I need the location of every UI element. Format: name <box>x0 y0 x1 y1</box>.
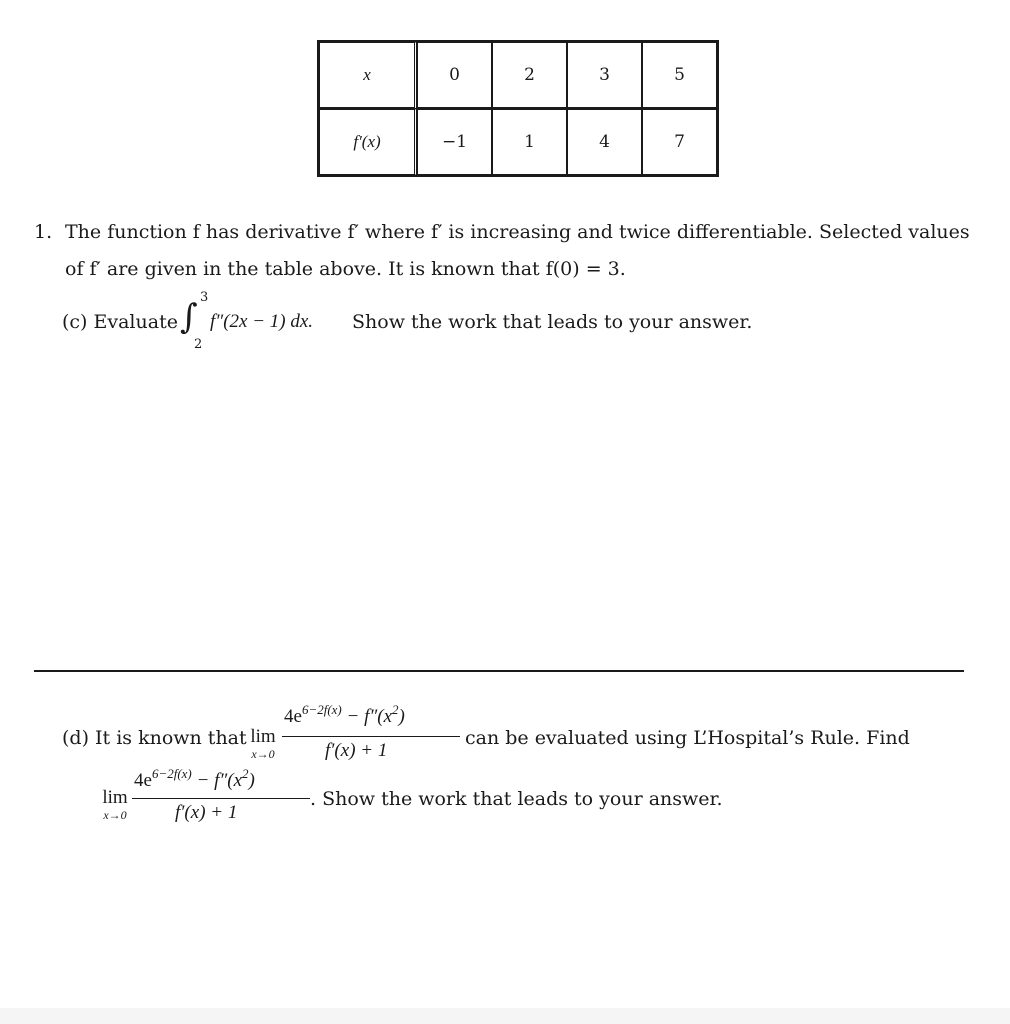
limit-2 <box>98 788 132 823</box>
integral-lower-limit: 2 <box>194 337 203 352</box>
fraction-1-numerator: $4e^{6-2f(x)} - f''(x^2)$ <box>284 702 405 727</box>
table-cell-f2: 4 <box>567 109 642 175</box>
limit-2-sub: x→0 <box>103 808 127 822</box>
fraction-2-numerator: $4e^{6-2f(x)} - f''(x^2)$ <box>134 766 255 791</box>
fraction-2-bar <box>132 798 310 799</box>
table-cell-f1: 1 <box>492 109 567 175</box>
problem-number: 1. <box>34 221 53 243</box>
fraction-1-bar <box>282 736 460 737</box>
problem-line-2: of f′ are given in the table above. It is known that f(0) = 3. <box>65 258 626 280</box>
part-d-middle-text: can be evaluated using L’Hospital’s Rule. Find <box>465 727 910 749</box>
table-header-x: x <box>319 42 417 109</box>
page-bottom-edge <box>0 1008 1010 1024</box>
table-cell-x3: 5 <box>642 42 717 109</box>
table-row-fprime <box>319 109 717 175</box>
limit-1-word: lim <box>250 726 276 747</box>
table-cell-x1: 2 <box>492 42 567 109</box>
integrand: f″(2x − 1) dx. <box>210 311 314 332</box>
problem-line-1: The function f has derivative f′ where f′ is increasing and twice differentiable. Selected values <box>65 221 970 243</box>
fraction-1-denominator: f′(x) + 1 <box>325 740 388 761</box>
integral-sign: ∫ <box>180 297 198 337</box>
table-cell-f3: 7 <box>642 109 717 175</box>
part-c-label: (c) Evaluate <box>62 311 178 333</box>
integral-upper-limit: 3 <box>200 290 209 305</box>
table-cell-f0: −1 <box>417 109 492 175</box>
part-d-end-text: . Show the work that leads to your answer. <box>310 788 723 810</box>
table-cell-x2: 3 <box>567 42 642 109</box>
fraction-2-denominator: f′(x) + 1 <box>175 802 238 823</box>
section-divider <box>34 670 964 672</box>
limit-1-sub: x→0 <box>251 747 275 761</box>
table-cell-x0: 0 <box>417 42 492 109</box>
table-row-x <box>319 42 717 109</box>
values-table <box>317 40 719 177</box>
part-c-instruction: Show the work that leads to your answer. <box>352 311 753 333</box>
part-d-label: (d) It is known that <box>62 727 247 749</box>
table-header-fprime: f′(x) <box>319 109 417 175</box>
limit-2-word: lim <box>102 787 128 808</box>
limit-1 <box>246 727 280 762</box>
